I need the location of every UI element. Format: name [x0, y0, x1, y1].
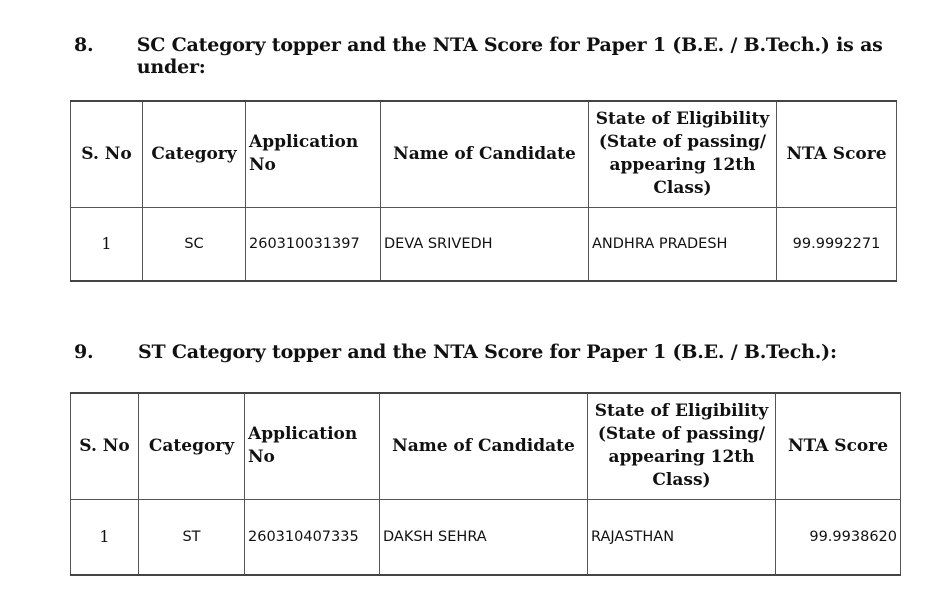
- header-name-of-candidate: Name of Candidate: [380, 393, 588, 499]
- header-state-of-eligibility: State of Eligibility (State of passing/ appearing 12th Class): [589, 101, 777, 207]
- cell-candidate-name: DEVA SRIVEDH: [381, 207, 589, 281]
- cell-category: SC: [143, 207, 246, 281]
- header-nta-score: NTA Score: [777, 101, 897, 207]
- header-category: Category: [143, 101, 246, 207]
- section-8-heading: [74, 34, 942, 78]
- cell-application-no: 260310031397: [246, 207, 381, 281]
- header-sno: S. No: [71, 393, 139, 499]
- cell-state: ANDHRA PRADESH: [589, 207, 777, 281]
- header-category: Category: [139, 393, 245, 499]
- header-nta-score: NTA Score: [776, 393, 901, 499]
- cell-nta-score: 99.9992271: [777, 207, 897, 281]
- st-topper-table: [70, 392, 901, 576]
- sc-topper-table: [70, 100, 897, 282]
- cell-sno: 1: [71, 499, 139, 575]
- table-row: [71, 207, 897, 281]
- cell-application-no: 260310407335: [245, 499, 380, 575]
- section-9-heading: [74, 341, 837, 363]
- table-header-row: [71, 101, 897, 207]
- section-title: ST Category topper and the NTA Score for Paper 1 (B.E. / B.Tech.):: [138, 341, 837, 363]
- header-application-no: Application No: [245, 393, 380, 499]
- cell-candidate-name: DAKSH SEHRA: [380, 499, 588, 575]
- section-number: 9.: [74, 341, 94, 363]
- cell-nta-score: 99.9938620: [776, 499, 901, 575]
- cell-state: RAJASTHAN: [588, 499, 776, 575]
- table-header-row: [71, 393, 901, 499]
- table-row: [71, 499, 901, 575]
- section-title: SC Category topper and the NTA Score for Paper 1 (B.E. / B.Tech.) is as under:: [136, 34, 883, 78]
- header-application-no: Application No: [246, 101, 381, 207]
- cell-category: ST: [139, 499, 245, 575]
- cell-sno: 1: [71, 207, 143, 281]
- section-number: 8.: [74, 34, 94, 56]
- header-name-of-candidate: Name of Candidate: [381, 101, 589, 207]
- header-sno: S. No: [71, 101, 143, 207]
- header-state-of-eligibility: State of Eligibility (State of passing/ appearing 12th Class): [588, 393, 776, 499]
